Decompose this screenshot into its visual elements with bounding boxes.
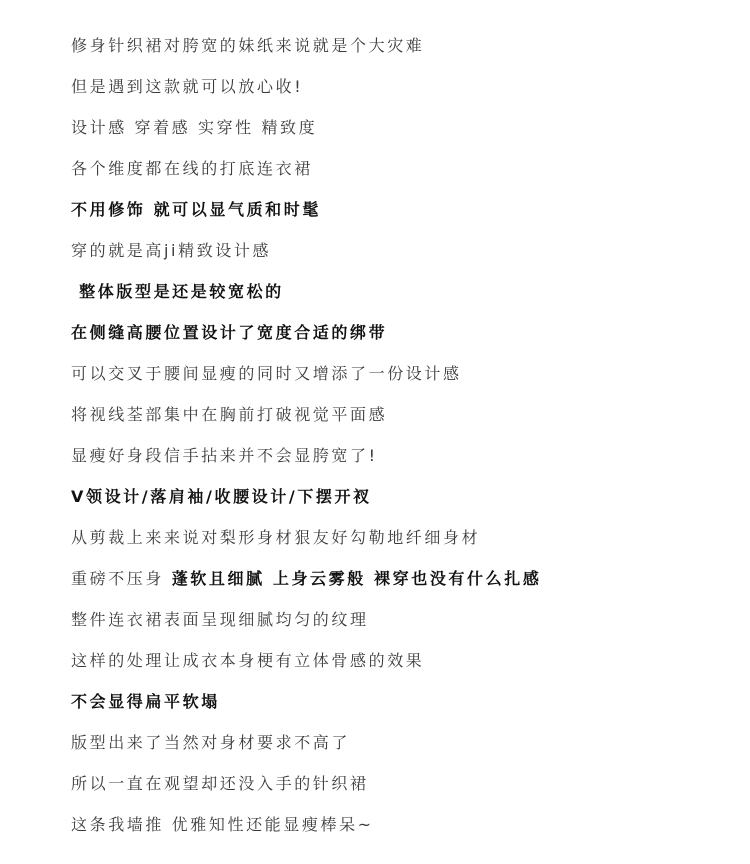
text-line: 各个维度都在线的打底连衣裙 [71,159,313,178]
highlight-line: 在侧缝高腰位置设计了宽度合适的绑带 [71,323,388,342]
text-line: 将视线荃部集中在胸前打破视觉平面感 [71,405,388,424]
text-line: 显瘦好身段信手拈来并不会显胯宽了! [71,446,378,465]
text-line: 版型出来了当然对身材要求不高了 [71,733,351,752]
highlight-line: 不会显得扁平软塌 [71,692,220,711]
highlight-line: V领设计/落肩袖/收腰设计/下摆开衩 [71,487,372,506]
highlight-line: 不用修饰 就可以显气质和时髦 [71,200,321,219]
line-prefix: 重磅不压身 [71,569,172,588]
text-line: 穿的就是高ji精致设计感 [71,241,272,260]
highlight-line: 整体版型是还是较宽松的 [71,282,284,301]
text-line: 这条我墙推 优雅知性还能显瘦棒呆~ [71,815,374,834]
text-line: 整件连衣裙表面呈现细腻均匀的纹理 [71,610,369,629]
text-line: 这样的处理让成衣本身梗有立体骨感的效果 [71,651,425,670]
text-line: 从剪裁上来来说对梨形身材狠友好勾勒地纤细身材 [71,528,481,547]
text-line: 所以一直在观望却还没入手的针织裙 [71,774,369,793]
mixed-line [71,566,711,607]
text-line: 但是遇到这款就可以放心收! [71,77,304,96]
article-body [71,33,711,853]
text-line: 设计感 穿着感 实穿性 精致度 [71,118,318,137]
line-emphasis: 蓬软且细腻 上身云雾般 裸穿也没有什么扎感 [171,569,542,588]
text-line: 修身针织裙对胯宽的妹纸来说就是个大灾难 [71,36,425,55]
text-line: 可以交叉于腰间显瘦的同时又增添了一份设计感 [71,364,462,383]
